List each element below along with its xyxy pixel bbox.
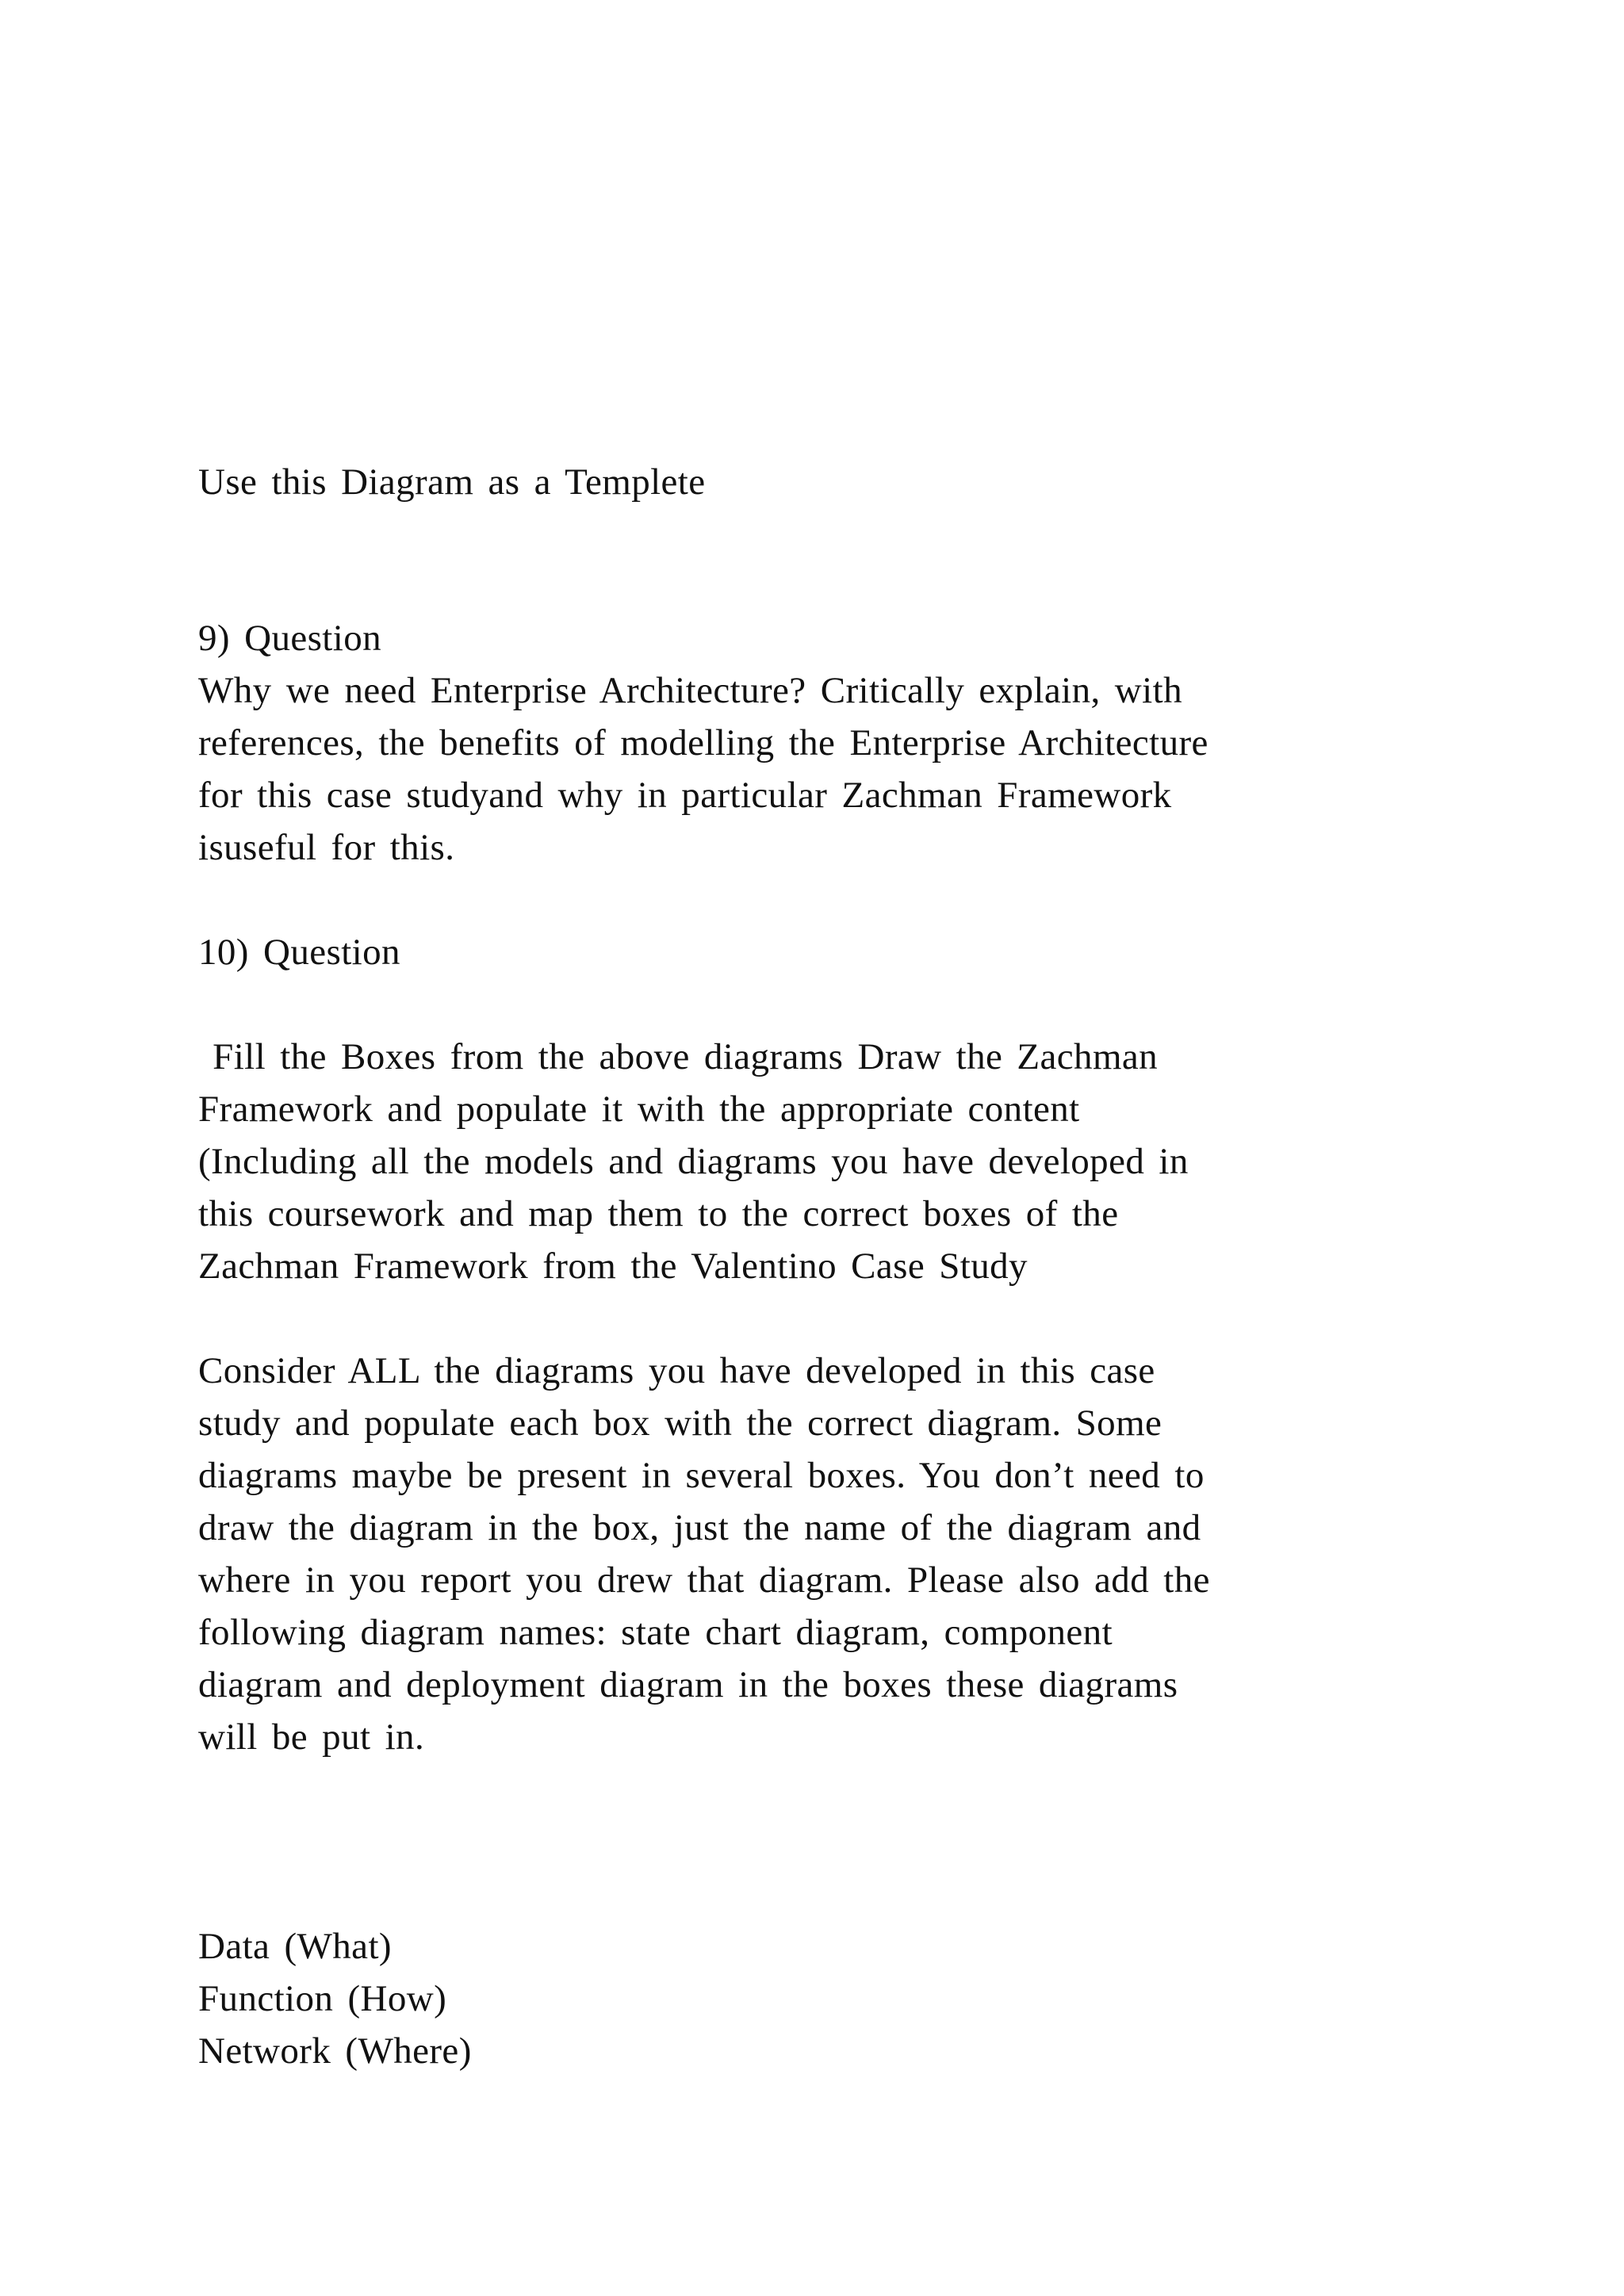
question-10-para2-line: draw the diagram in the box, just the name of the diagram and (198, 1507, 1201, 1548)
question-10-para1-line: (Including all the models and diagrams you have developed in (198, 1141, 1189, 1182)
question-10-para2-line: diagram and deployment diagram in the boxes these diagrams (198, 1664, 1178, 1705)
question-10-para1-line: Framework and populate it with the appropriate content (198, 1089, 1080, 1130)
question-9-line: Why we need Enterprise Architecture? Critically explain, with (198, 670, 1182, 711)
zachman-column-label: Network (Where) (198, 2030, 472, 2072)
zachman-column-label: Function (How) (198, 1978, 447, 2019)
question-10-para2-line: will be put in. (198, 1716, 425, 1758)
question-10-para2-line: Consider ALL the diagrams you have developed in this case (198, 1350, 1155, 1391)
question-10-heading: 10) Question (198, 932, 400, 973)
question-9-line: references, the benefits of modelling the Enterprise Architecture (198, 722, 1208, 763)
question-10-para2-line: diagrams maybe be present in several boxes. You don’t need to (198, 1455, 1205, 1496)
question-10-para1-line: this coursework and map them to the correct boxes of the (198, 1193, 1119, 1234)
intro-text: Use this Diagram as a Templete (198, 461, 706, 503)
question-9-line: for this case studyand why in particular Zachman Framework (198, 775, 1172, 816)
zachman-column-label: Data (What) (198, 1926, 392, 1967)
question-10-para1-line: Fill the Boxes from the above diagrams Draw the Zachman (198, 1036, 1159, 1077)
question-10-para2-line: following diagram names: state chart diagram, component (198, 1612, 1113, 1653)
question-10-para1-line: Zachman Framework from the Valentino Case Study (198, 1246, 1028, 1287)
question-9-heading: 9) Question (198, 618, 382, 659)
question-9-line: isuseful for this. (198, 827, 455, 868)
question-10-para2-line: where in you report you drew that diagram. Please also add the (198, 1559, 1210, 1601)
question-10-para2-line: study and populate each box with the correct diagram. Some (198, 1402, 1162, 1444)
